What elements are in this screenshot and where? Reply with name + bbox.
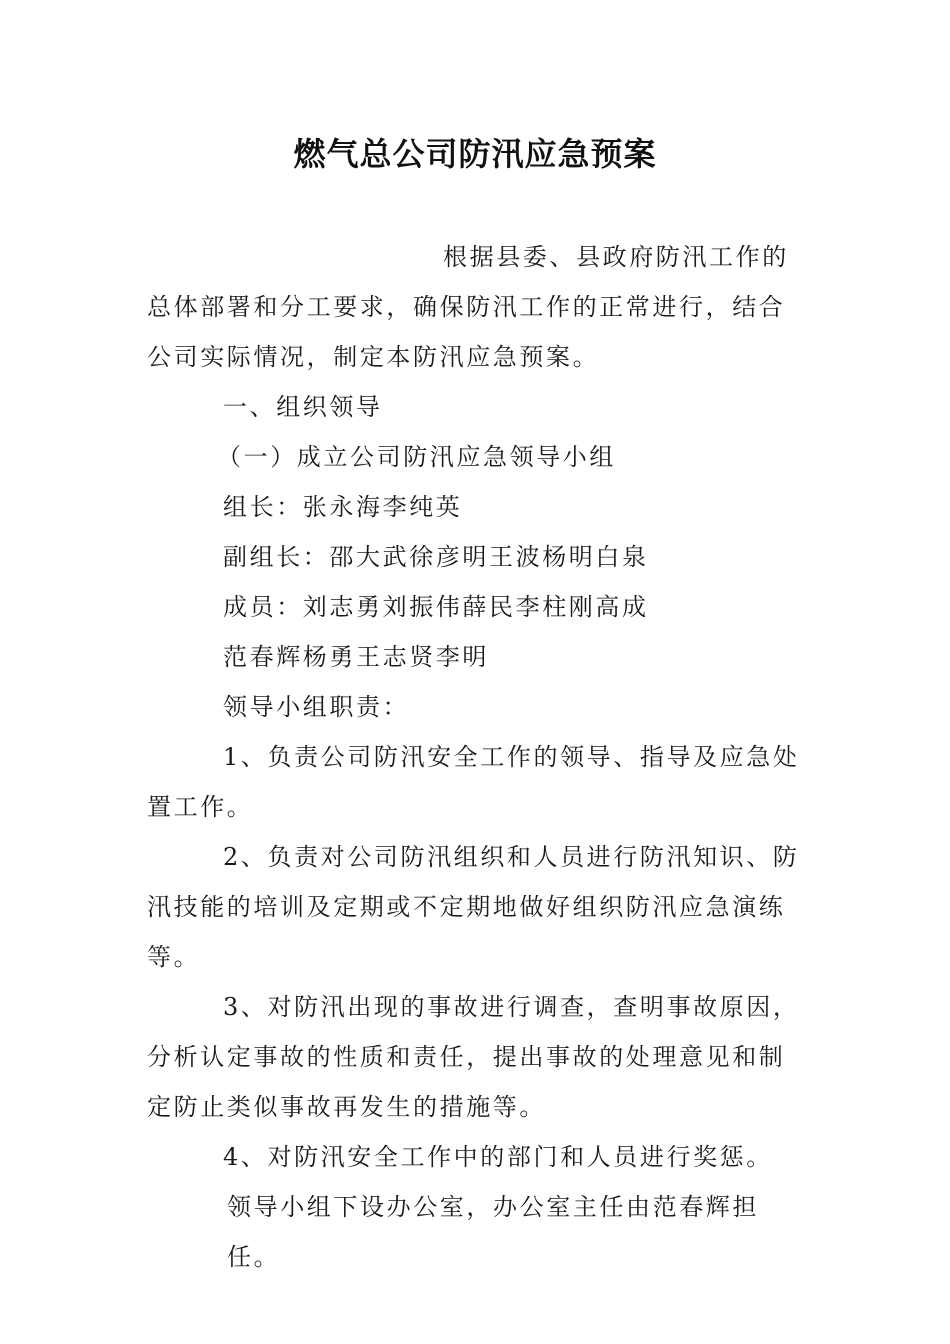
- duty-item-1: 1、负责公司防汛安全工作的领导、指导及应急处置工作。: [147, 743, 800, 821]
- office-paragraph: 领导小组下设办公室，办公室主任由范春辉担任。: [227, 1193, 759, 1271]
- duty-item-3: 3、对防汛出现的事故进行调查，查明事故原因，分析认定事故的性质和责任，提出事故的处理意见和制定防止类似事故再发生的措施等。: [147, 993, 800, 1121]
- subsection-heading-leading-group: （一）成立公司防汛应急领导小组: [217, 443, 616, 471]
- duty-item-4: 4、对防汛安全工作中的部门和人员进行奖惩。: [223, 1143, 773, 1171]
- duties-heading: 领导小组职责：: [223, 693, 410, 721]
- duty-item-2: 2、负责对公司防汛组织和人员进行防汛知识、防汛技能的培训及定期或不定期地做好组织防汛应急演练等。: [147, 843, 800, 971]
- intro-paragraph: 根据县委、县政府防汛工作的总体部署和分工要求，确保防汛工作的正常进行，结合公司实际情况，制定本防汛应急预案。: [147, 243, 789, 371]
- deputy-leader-line: 副组长：邵大武徐彦明王波杨明白泉: [223, 543, 649, 571]
- section-heading-organization: 一、组织领导: [223, 393, 383, 421]
- members-line: 成员：刘志勇刘振伟薛民李柱刚高成: [223, 593, 649, 621]
- members-continued-line: 范春辉杨勇王志贤李明: [223, 643, 489, 671]
- document-body: [147, 232, 807, 1282]
- group-leader-line: 组长：张永海李纯英: [223, 493, 463, 521]
- document-title: 燃气总公司防汛应急预案: [293, 135, 657, 173]
